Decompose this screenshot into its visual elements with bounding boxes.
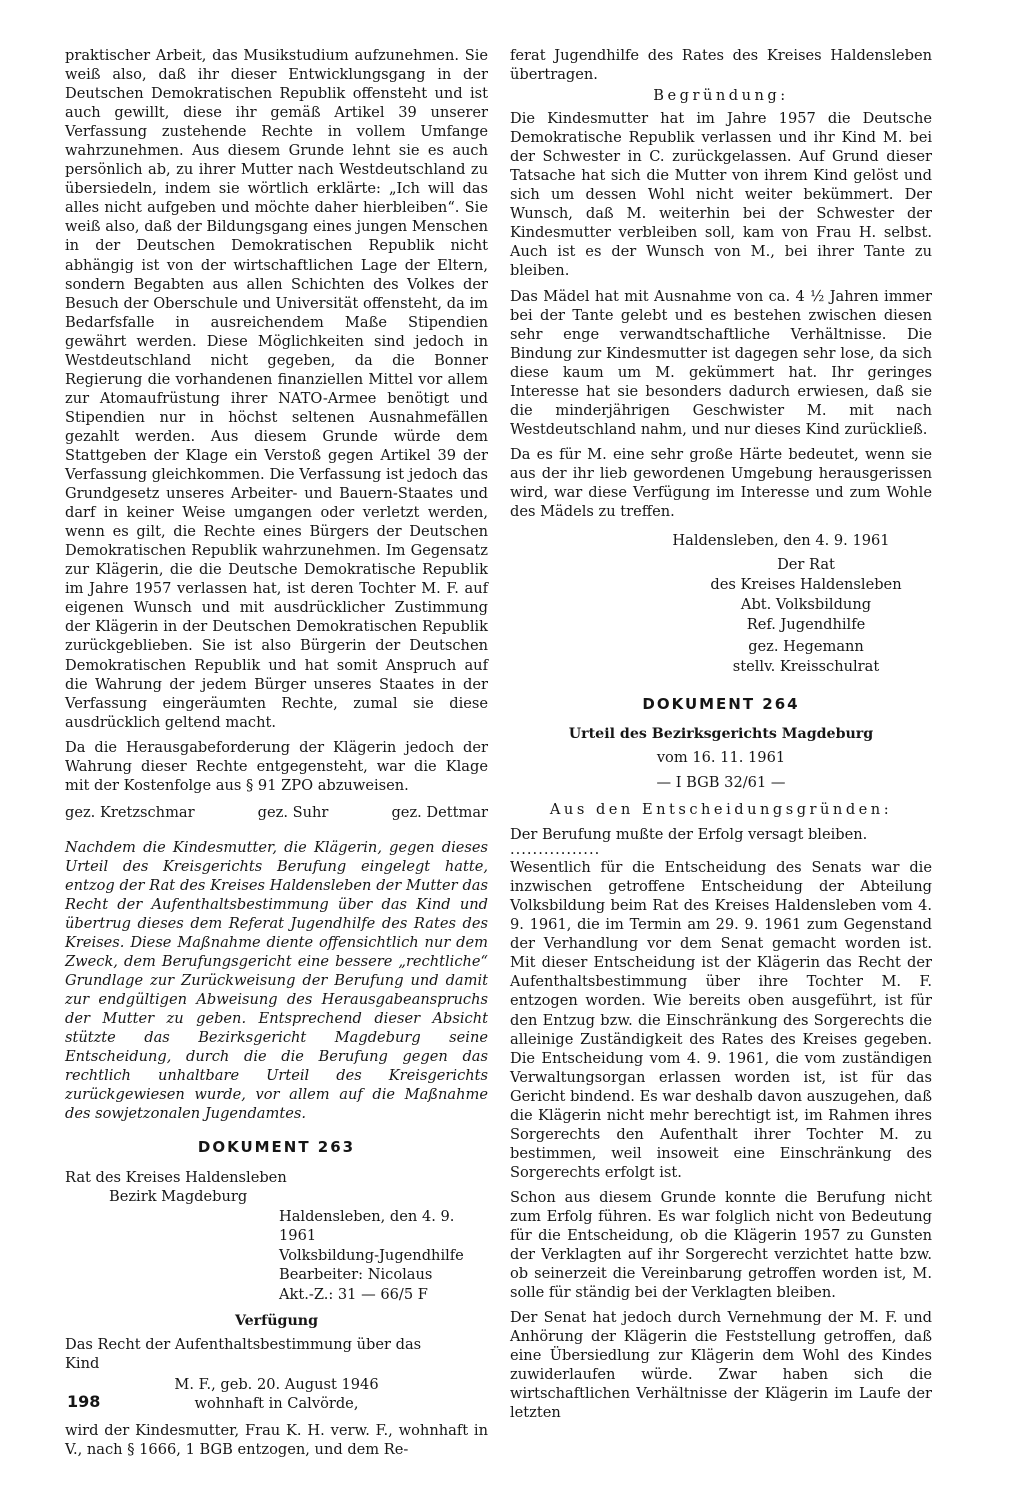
authority-block xyxy=(680,555,932,677)
right-paragraph-6: Schon aus diesem Grunde konnte die Berufung nicht zum Erfolg führen. Es war folglich nicht von Bedeutung für die Entscheidung, ob die Klägerin 1957 zu Gunsten der Verklagten auf ihr Sorgerecht verzichtet hatte bzw. ob seinerzeit die Vereinbarung getroffen worden ist, M. solle für ständig bei der Verklagten bleiben. xyxy=(510,1188,932,1302)
right-paragraph-4: Der Berufung mußte der Erfolg versagt bleiben. xyxy=(510,826,868,844)
omission-dots: ................ xyxy=(510,841,601,859)
signer-name: gez. Hegemann xyxy=(748,638,864,656)
page-number: 198 xyxy=(67,1392,101,1411)
reference-date: Haldensleben, den 4. 9. 1961 xyxy=(279,1207,455,1245)
right-paragraph-3: Da es für M. eine sehr große Härte bedeutet, wenn sie aus der ihr lieb gewordenen Umgebung herausgerissen wird, war diese Verfügung im Interesse und zum Wohle des Mädels zu treffen. xyxy=(510,445,932,521)
reference-clerk: Bearbeiter: Nicolaus xyxy=(279,1266,433,1284)
place-date: Haldensleben, den 4. 9. 1961 xyxy=(672,532,890,550)
child-line-2: wohnhaft in Calvörde, xyxy=(194,1395,359,1413)
right-continuation: ferat Jugendhilfe des Rates des Kreises Haldensleben übertragen. xyxy=(510,47,932,84)
urteil-date: vom 16. 11. 1961 xyxy=(656,749,786,767)
authority-line-2: des Kreises Haldensleben xyxy=(710,576,902,594)
right-paragraph-1: Die Kindesmutter hat im Jahre 1957 die Deutsche Demokratische Republik verlassen und ihr Kind M. bei der Schwester in C. zurückgelassen. Auf Grund dieser Tatsache hat sich die Mutter von ihrem Kind gelöst und sich um dessen Wohl nicht weiter bekümmert. Der Wunsch, daß M. weiterhin bei der Schwester der Kindesmutter verbleiben soll, kam von Frau H. selbst. Auch ist es der Wunsch von M., bei ihrer Tante zu bleiben. xyxy=(510,110,932,280)
verfuegung-text: wird der Kindesmutter, Frau K. H. verw. F., wohnhaft in V., nach § 1666, 1 BGB entzogen, und dem Re- xyxy=(65,1422,488,1459)
begruendung-heading: Begründung: xyxy=(653,87,789,105)
entscheidungsgruende-heading: Aus den Entscheidungsgründen: xyxy=(549,801,893,819)
reference-block xyxy=(65,1207,488,1305)
sender-block xyxy=(65,1168,488,1207)
left-paragraph-1: praktischer Arbeit, das Musikstudium aufzunehmen. Sie weiß also, daß ihr dieser Entwicklungsgang in der Deutschen Demokratischen Republik offensteht und ist auch gewillt, diese ihr gemäß Artikel 39 unserer Verfassung zustehende Rechte in vollem Umfange wahrzunehmen. Aus diesem Grunde lehnt sie es auch persönlich ab, zu ihrer Mutter nach Westdeutschland zu übersiedeln, indem sie wörtlich erklärte: „Ich will das alles nicht aufgeben und möchte daher hierbleiben“. Sie weiß also, daß der Bildungsgang eines jungen Menschen in der Deutschen Demokratischen Republik nicht abhängig ist von der wirtschaftlichen Lage der Eltern, sondern Begabten aus allen Schichten des Volkes der Besuch der Oberschule und Universität offensteht, da im Bedarfsfalle in ausreichendem Maße Stipendien gewährt werden. Diese Möglichkeiten sind jedoch in Westdeutschland nicht gegeben, da die Bonner Regierung die vorhandenen finanziellen Mittel vor allem zur Atomaufrüstung ihrer NATO-Armee benötigt und Stipendien nur in höchst seltenen Ausnahmefällen gezahlt werden. Aus diesem Grunde würde dem Stattgeben der Klage ein Verstoß gegen Artikel 39 der Verfassung gleichkommen. Die Verfassung ist jedoch das Grundgesetz unseres Arbeiter- und Bauern-Staates und darf in keiner Weise umgangen oder verletzt werden, wenn es gilt, die Rechte eines Bürgers der Deutschen Demokratischen Republik wahrzunehmen. Im Gegensatz zur Klägerin, die die Deutsche Demokratische Republik im Jahre 1957 verlassen hat, ist deren Tochter M. F. auf eigenen Wunsch und mit ausdrücklicher Zustimmung der Klägerin in der Deutschen Demokratischen Republik zurückgeblieben. Sie ist also Bürgerin der Deutschen Demokratischen Republik und hat somit Anspruch auf die Wahrung der jedem Bürger unseres Staates in der Verfassung eingeräumten Rechte, zumal sie diese ausdrücklich geltend macht. xyxy=(65,47,488,731)
verfuegung-title: Verfügung xyxy=(234,1313,319,1330)
right-column xyxy=(510,46,932,1428)
child-line-1: M. F., geb. 20. August 1946 xyxy=(174,1376,379,1394)
sender-line-2: Bezirk Magdeburg xyxy=(109,1188,248,1206)
document-264-heading: DOKUMENT 264 xyxy=(642,695,800,714)
right-paragraph-2: Das Mädel hat mit Ausnahme von ca. 4 ½ Jahren immer bei der Tante gelebt und es bestehen zwischen diesen sehr enge verwandtschaftliche Verhältnisse. Die Bindung zur Kindesmutter ist dagegen sehr lose, da sich diese kaum um M. gekümmert hat. Ihr geringes Interesse hat sie besonders dadurch erwiesen, daß sie die minderjährigen Geschwister M. mit nach Westdeutschland nahm, und nur dieses Kind zurückließ. xyxy=(510,287,932,438)
right-paragraph-5: Wesentlich für die Entscheidung des Senats war die inzwischen getroffene Entscheidung der Abteilung Volksbildung beim Rat des Kreises Haldensleben vom 4. 9. 1961, die im Termin am 29. 9. 1961 zum Gegenstand der Verhandlung vor dem Senat gemacht worden ist. Mit dieser Entscheidung ist der Klägerin das Recht der Aufenthaltsbestimmung über ihre Tochter M. F. entzogen worden. Wie bereits oben ausgeführt, ist für den Entzug bzw. die Einschränkung des Sorgerechts die alleinige Zuständigkeit des Rates des Kreises gegeben. Die Entscheidung vom 4. 9. 1961, die vom zuständigen Verwaltungsorgan erlassen worden ist, ist für das Gericht bindend. Es war deshalb davon auszugehen, daß die Klägerin nicht mehr berechtigt ist, im Rahmen ihres Sorgerechts den Aufenthalt ihrer Tochter M. zu bestimmen, weil insoweit eine Einschränkung des Sorgerechts erfolgt ist. xyxy=(510,859,932,1181)
editorial-commentary: Nachdem die Kindesmutter, die Klägerin, gegen dieses Urteil des Kreisgerichts Berufung eingelegt hatte, entzog der Rat des Kreises Haldensleben der Mutter das Recht der Aufenthaltsbestimmung über das Kind und übertrug dieses dem Referat Jugendhilfe des Rates des Kreises. Diese Maßnahme diente offensichtlich nur dem Zweck, dem Berufungsgericht eine bessere „rechtliche“ Grundlage zur Zurückweisung der Berufung und damit zur endgültigen Abweisung des Herausgabeanspruchs der Mutter zu geben. Entsprechend dieser Absicht stützte das Bezirksgericht Magdeburg seine Entscheidung, durch die die Berufung gegen das rechtlich unhaltbare Urteil des Kreisgerichts zurückgewiesen wurde, vor allem auf die Maßnahme des sowjetzonalen Jugendamtes. xyxy=(65,838,488,1123)
signature-suhr: gez. Suhr xyxy=(257,803,329,821)
reference-file-number: Akt.-Z.: 31 — 66/5 F xyxy=(279,1285,428,1303)
signature-dettmar: gez. Dettmar xyxy=(391,803,488,821)
sender-line-1: Rat des Kreises Haldensleben xyxy=(65,1168,287,1186)
authority-line-4: Ref. Jugendhilfe xyxy=(746,616,866,634)
document-263-heading: DOKUMENT 263 xyxy=(197,1137,356,1156)
reference-department: Volksbildung-Jugendhilfe xyxy=(279,1246,464,1264)
court-signatures xyxy=(65,803,488,822)
urteil-title: Urteil des Bezirksgerichts Magdeburg xyxy=(568,726,874,743)
authority-line-3: Abt. Volksbildung xyxy=(740,596,872,614)
signer-title: stellv. Kreisschulrat xyxy=(732,658,880,676)
left-column xyxy=(65,46,488,1465)
signature-kretzschmar: gez. Kretzschmar xyxy=(65,803,195,821)
left-paragraph-2: Da die Herausgabeforderung der Klägerin jedoch der Wahrung dieser Rechte entgegensteht, war die Klage mit der Kostenfolge aus § 91 ZPO abzuweisen. xyxy=(65,738,488,794)
verfuegung-intro: Das Recht der Aufenthaltsbestimmung über das Kind xyxy=(65,1336,422,1373)
urteil-reference: — I BGB 32/61 — xyxy=(656,774,786,792)
authority-line-1: Der Rat xyxy=(777,556,835,574)
right-paragraph-7: Der Senat hat jedoch durch Vernehmung der M. F. und Anhörung der Klägerin die Feststellung getroffen, daß eine Übersiedlung zur Klägerin dem Wohl des Kindes zuwiderlaufen würde. Zwar haben sich die wirtschaftlichen Verhältnisse der Klägerin im Laufe der letzten xyxy=(510,1309,932,1422)
